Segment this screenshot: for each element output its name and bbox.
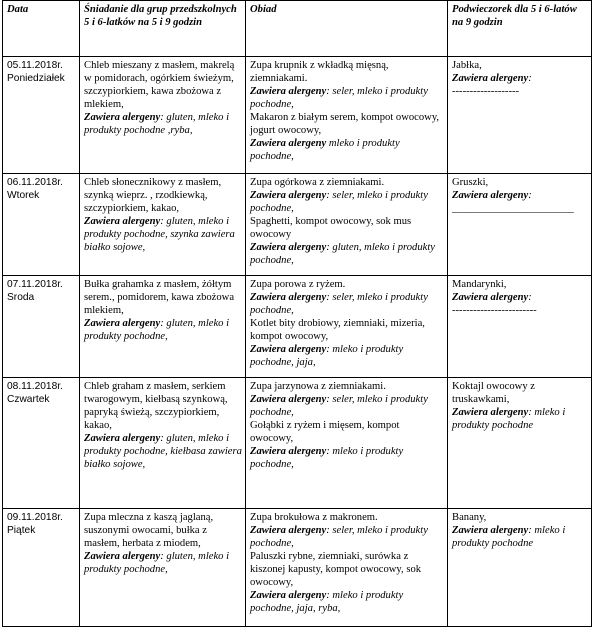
allergen-line bbox=[84, 215, 242, 254]
lunch-text: Zupa porowa z ryżem. bbox=[250, 279, 346, 290]
allergen-label: Zawiera alergeny bbox=[84, 318, 161, 329]
breakfast-cell bbox=[80, 174, 246, 276]
allergen-line bbox=[84, 550, 242, 576]
allergen-list: : mleko i produkty pochodne bbox=[452, 407, 566, 431]
row-day: Poniedziałek bbox=[7, 73, 65, 84]
lunch-text: Zupa jarzynowa z ziemniakami. bbox=[250, 381, 386, 392]
snack-cell bbox=[448, 378, 592, 509]
menu-row bbox=[3, 509, 592, 627]
allergen-line bbox=[250, 189, 444, 215]
snack-divider: ------------------------ bbox=[452, 305, 537, 316]
lunch-text: Makaron z białym serem, kompot owocowy, jogurt owocowy, bbox=[250, 112, 440, 136]
allergen-list: : gluten, mleko i produkty pochodne, bbox=[250, 242, 435, 266]
allergen-label: Zawiera alergeny bbox=[452, 190, 529, 201]
snack-cell bbox=[448, 57, 592, 174]
allergen-list: : gluten, mleko i produkty pochodne, szynka zawiera białko sojowe, bbox=[84, 216, 235, 253]
allergen-label: Zawiera alergeny bbox=[84, 551, 161, 562]
allergen-line bbox=[250, 85, 444, 111]
breakfast-cell bbox=[80, 509, 246, 627]
breakfast-text: Chleb mieszany z masłem, makrelą w pomidorach, ogórkiem świeżym, szczypiorkiem, kawa zbożowa z mlekiem, bbox=[84, 60, 235, 110]
allergen-list: : bbox=[528, 292, 532, 303]
lunch-text: Zupa brokułowa z makronem. bbox=[250, 512, 378, 523]
date-cell bbox=[3, 57, 80, 174]
lunch-text: Spaghetti, kompot owocowy, sok mus owocowy bbox=[250, 216, 412, 240]
lunch-cell bbox=[246, 509, 448, 627]
allergen-list: mleko i produkty pochodne, bbox=[250, 138, 400, 162]
breakfast-cell bbox=[80, 276, 246, 378]
allergen-list: : seler, mleko i produkty pochodne, bbox=[250, 292, 428, 316]
allergen-list: : gluten, mleko i produkty pochodne, bbox=[84, 318, 230, 342]
breakfast-text: Chleb graham z masłem, serkiem twarogowym, kiełbasą szynkową, papryką świeżą, szczypiorkiem, kakao, bbox=[84, 381, 228, 431]
snack-text: Mandarynki, bbox=[452, 279, 507, 290]
allergen-label: Zawiera alergeny bbox=[452, 525, 529, 536]
row-date: 05.11.2018r. bbox=[7, 60, 63, 71]
allergen-line bbox=[84, 111, 242, 137]
allergen-label: Zawiera alergeny bbox=[452, 73, 529, 84]
allergen-list: : seler, mleko i produkty pochodne, bbox=[250, 190, 428, 214]
allergen-list: : gluten, mleko i produkty pochodne, bbox=[84, 551, 230, 575]
row-day: Piątek bbox=[7, 525, 36, 536]
allergen-label: Zawiera alergeny bbox=[452, 407, 529, 418]
allergen-line bbox=[250, 291, 444, 317]
allergen-label: Zawiera alergeny bbox=[250, 242, 327, 253]
allergen-line bbox=[452, 291, 588, 304]
header-date: Data bbox=[3, 1, 80, 57]
snack-text: Koktajl owocowy z truskawkami, bbox=[452, 381, 535, 405]
allergen-list: : mleko i produkty pochodne, bbox=[250, 446, 404, 470]
allergen-label: Zawiera alergeny bbox=[250, 292, 327, 303]
allergen-line bbox=[250, 137, 444, 163]
allergen-line bbox=[250, 241, 444, 267]
row-date: 09.11.2018r. bbox=[7, 512, 63, 523]
menu-row bbox=[3, 276, 592, 378]
row-day: Wtorek bbox=[7, 190, 40, 201]
snack-cell bbox=[448, 276, 592, 378]
lunch-text: Kotlet bity drobiowy, ziemniaki, mizeria, kompot owocowy, bbox=[250, 318, 425, 342]
snack-text: Gruszki, bbox=[452, 177, 489, 188]
allergen-list: : seler, mleko i produkty pochodne, bbox=[250, 394, 428, 418]
allergen-label: Zawiera alergeny bbox=[250, 525, 327, 536]
lunch-text: Gołąbki z ryżem i mięsem, kompot owocowy, bbox=[250, 420, 400, 444]
header-snack: Podwieczorek dla 5 i 6-latów na 9 godzin bbox=[448, 1, 592, 57]
allergen-line bbox=[250, 393, 444, 419]
allergen-list: : mleko i produkty pochodne bbox=[452, 525, 566, 549]
allergen-label: Zawiera alergeny bbox=[250, 138, 327, 149]
allergen-label: Zawiera alergeny bbox=[250, 344, 327, 355]
allergen-label: Zawiera alergeny bbox=[250, 446, 327, 457]
allergen-line bbox=[250, 343, 444, 369]
allergen-label: Zawiera alergeny bbox=[84, 433, 161, 444]
weekly-menu-table bbox=[2, 0, 592, 627]
allergen-list: : mleko i produkty pochodne, jaja, ryba, bbox=[250, 590, 404, 614]
header-row bbox=[3, 1, 592, 57]
allergen-line bbox=[452, 524, 588, 550]
row-date: 07.11.2018r. bbox=[7, 279, 63, 290]
snack-text: Banany, bbox=[452, 512, 487, 523]
lunch-cell bbox=[246, 276, 448, 378]
breakfast-cell bbox=[80, 57, 246, 174]
breakfast-text: Bułka grahamka z masłem, żółtym serem., pomidorem, kawa zbożowa mlekiem, bbox=[84, 279, 235, 316]
allergen-list: : bbox=[528, 190, 532, 201]
breakfast-text: Zupa mleczna z kaszą jaglaną, suszonymi owocami, bułka z masłem, herbata z miodem, bbox=[84, 512, 214, 549]
date-cell bbox=[3, 378, 80, 509]
allergen-list: : gluten, mleko i produkty pochodne ,ryba, bbox=[84, 112, 230, 136]
allergen-label: Zawiera alergeny bbox=[250, 86, 327, 97]
allergen-line bbox=[452, 189, 588, 202]
breakfast-text: Chleb słonecznikowy z masłem, szynką wieprz. , rzodkiewką, szczypiorkiem, kakao, bbox=[84, 177, 222, 214]
allergen-list: : gluten, mleko i produkty pochodne, kiełbasa zawiera białko sojowe, bbox=[84, 433, 242, 470]
allergen-line bbox=[84, 432, 242, 471]
lunch-cell bbox=[246, 378, 448, 509]
allergen-line bbox=[452, 406, 588, 432]
menu-row bbox=[3, 378, 592, 509]
allergen-label: Zawiera alergeny bbox=[250, 590, 327, 601]
allergen-line bbox=[84, 317, 242, 343]
allergen-line bbox=[250, 445, 444, 471]
allergen-line bbox=[250, 589, 444, 615]
date-cell bbox=[3, 276, 80, 378]
snack-text: Jabłka, bbox=[452, 60, 482, 71]
lunch-cell bbox=[246, 174, 448, 276]
allergen-line bbox=[250, 524, 444, 550]
menu-row bbox=[3, 57, 592, 174]
header-lunch: Obiad bbox=[246, 1, 448, 57]
allergen-list: : mleko i produkty pochodne, jaja, bbox=[250, 344, 404, 368]
snack-divider: _______________________ bbox=[452, 203, 574, 214]
snack-divider: ------------------- bbox=[452, 86, 520, 97]
breakfast-cell bbox=[80, 378, 246, 509]
allergen-list: : bbox=[528, 73, 532, 84]
date-cell bbox=[3, 174, 80, 276]
allergen-list: : seler, mleko i produkty pochodne, bbox=[250, 86, 428, 110]
allergen-label: Zawiera alergeny bbox=[84, 112, 161, 123]
row-date: 06.11.2018r. bbox=[7, 177, 63, 188]
snack-cell bbox=[448, 509, 592, 627]
menu-body bbox=[3, 57, 592, 627]
allergen-line bbox=[452, 72, 588, 85]
lunch-cell bbox=[246, 57, 448, 174]
snack-cell bbox=[448, 174, 592, 276]
row-day: Czwartek bbox=[7, 394, 50, 405]
allergen-label: Zawiera alergeny bbox=[84, 216, 161, 227]
date-cell bbox=[3, 509, 80, 627]
lunch-text: Zupa krupnik z wkładką mięsną, ziemniakami. bbox=[250, 60, 389, 84]
allergen-label: Zawiera alergeny bbox=[250, 190, 327, 201]
lunch-text: Zupa ogórkowa z ziemniakami. bbox=[250, 177, 385, 188]
lunch-text: Paluszki rybne, ziemniaki, surówka z kiszonej kapusty, kompot owocowy, sok owocowy, bbox=[250, 551, 422, 588]
allergen-label: Zawiera alergeny bbox=[250, 394, 327, 405]
row-day: Sroda bbox=[7, 292, 35, 303]
row-date: 08.11.2018r. bbox=[7, 381, 63, 392]
menu-row bbox=[3, 174, 592, 276]
allergen-label: Zawiera alergeny bbox=[452, 292, 529, 303]
header-breakfast: Śniadanie dla grup przedszkolnych 5 i 6-latków na 5 i 9 godzin bbox=[80, 1, 246, 57]
allergen-list: : seler, mleko i produkty pochodne, bbox=[250, 525, 428, 549]
